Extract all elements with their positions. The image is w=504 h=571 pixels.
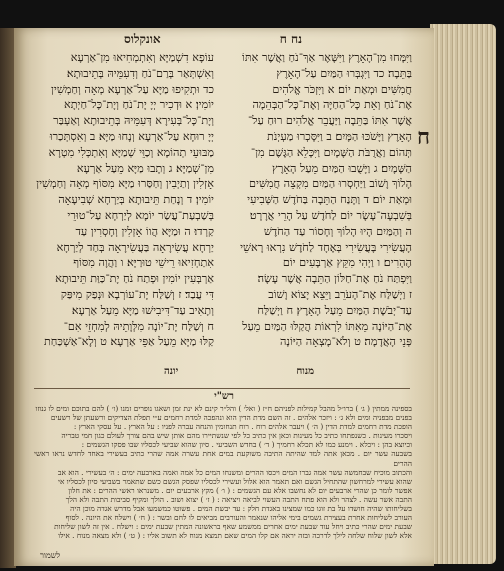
rashi-line: הופכת מדת רחמים למדת הדין ( ה׳ ) ויעבר אלהים רוח . רוח תנחומין והנחה עברה לפניו : על הארץ . על עסקי הארץ : <box>73 422 412 432</box>
hebrew-line: עַד־יְבֹשֶׁת הַמַּיִם מֵעַל הָאָרֶץ׃ ח וַיְשַׁלַּח <box>257 303 412 317</box>
rashi-line: בשבעה עשר יום . מכאן אתה למד שהיתה התיבה משוקעת במים אחת עשרה אמה שהרי כתיב בעשירי באחד לחדש נראו ראשי ההרים <box>34 449 412 468</box>
hebrew-line: הָלוֹךְ וָשׁוֹב וַיַּחְסְרוּ הַמַּיִם מִקְצֵה חֲמִשִּׁים <box>249 177 412 191</box>
rashi-line: בספינה ממתין ( ג׳ ) ברו״ל מהבל קמילות לפניהם ח״ז ( ואל׳ ) והל״ר קינם לא ינת זמן ושאגו נופרים זמנו (ו׳ ) להם בתוכם ומים לו גנוזו <box>35 404 412 413</box>
footer-word-left: יונה <box>164 366 179 377</box>
hebrew-line: וּמְאַת יוֹם׃ ד וַתָּנַח הַתֵּבָה בַּחֹדֶשׁ הַשְּׁבִיעִי <box>247 193 412 207</box>
rashi-commentary <box>34 404 412 554</box>
rashi-heading: רש"י <box>214 391 234 402</box>
hebrew-line: הָעֲשִׂירִי בָּעֲשִׂירִי בְּאֶחָד לַחֹדֶשׁ נִרְאוּ רָאשֵׁי <box>240 240 412 254</box>
catchword: לשמור <box>40 551 61 560</box>
aramaic-line: אָזְלִין וְתַיְבִין וְחַסַּרוּ מַיָּא מִסּוֹף מְאָה וְחַמְשִׁין <box>36 177 214 191</box>
aramaic-line: יוֹמִין׃ ד וְנָחַת תֵּיבוּתָא בְּיַרְחָא שְׁבִיעָאָה <box>58 193 214 207</box>
aramaic-line: עוֹפָא דִשְׁמַיָּא וְאִתְמְחִיאוּ מִן־אַרְעָא <box>70 51 214 64</box>
aramaic-line: כד וּתְקִיפוּ מַיָּא עַל־אַרְעָא מְאָה וְחַמְשִׁין <box>51 82 214 96</box>
aramaic-column <box>26 50 214 388</box>
hebrew-line: אֶת־הַיּוֹנָה מֵאִתּוֹ לִרְאוֹת הֲקַלּוּ הַמַּיִם מֵעַל <box>242 319 412 333</box>
aramaic-line: יְיָ רוּחָא עַל־אַרְעָא וְנָחוּ מַיָּא׃ ב וְאִסְתְּכַרוּ <box>49 129 214 143</box>
hebrew-line: בַּתֵּבָה׃ כד וַיִּגְבְּרוּ הַמַּיִם עַל־הָאָרֶץ <box>276 66 412 80</box>
rashi-line: וכיוצא בהן : ויכלא . וימנע כמו לא תכלא רחמיך ( ד׳ ) בחדש השביעי . סיון שהוא שביעי לכסליו שבו פסקו הגשמים : <box>81 440 412 450</box>
aramaic-line: וְיָת־כָּל־בְּעִירָא דְּעִמֵּיהּ בְּתֵיבוּתָא וְאַעְבַּר <box>53 114 214 128</box>
rashi-line: שהוא עשירי למרחשון שהתחיל הגשם ואם תאמר הוא אלול ועשירי לכסליו שפסק הגשם כשם שתאמר בשביעי סיון לכסליו אי <box>58 476 412 486</box>
main-text <box>26 50 412 388</box>
hebrew-column <box>224 50 412 388</box>
aramaic-line: בְּשַׁבְעַת־עֲשַׂר יוֹמָא לְיַרְחָא עַל־טוּרֵי <box>67 208 214 222</box>
aramaic-line: וְתָאִיב עַד־דִּיבִישׁוּ מַיָּא מֵעַל אַרְעָא׃ <box>71 303 214 317</box>
rashi-line: העורב לשליחות אחרת בעצירת גשמים בימי אליהו שנאמר והעורבים מביאים לו לחם ובשר : ( ח׳ ) וישלח את היונה . לסוף <box>65 513 412 523</box>
page-edges <box>430 24 496 564</box>
hebrew-line: חֲמִשִּׁים וּמְאַת יוֹם׃ א וַיִּזְכֹּר אֱלֹהִים <box>272 82 412 96</box>
hebrew-line: ה וְהַמַּיִם הָיוּ הָלוֹךְ וְחָסוֹר עַד הַחֹדֶשׁ <box>263 224 412 238</box>
hebrew-line: ז וַיְשַׁלַּח אֶת־הָעֹרֵב וַיֵּצֵא יָצוֹא וָשׁוֹב <box>268 287 412 301</box>
rashi-line: בשליחותו שהיה חושדו על בת זוגו כמו שמצינו באגדת חלק : עד יבשת המים . פשוטו כמשמעו אבל מדרש אגדה מוכן היה <box>70 504 412 514</box>
aramaic-line: קַרְדוּ׃ ה וּמַיָּא הֲווֹ אָזְלִין וְחָסְרִין עַד <box>75 224 214 238</box>
aramaic-line: וְאִשְׁתְּאַר בְּרַם־נֹחַ וְדִעִמֵּיהּ בְּתֵיבוּתָא׃ <box>66 66 214 80</box>
rashi-line: והכתוב מוכיח שבחמשה עשר אמה גברו המים ויכסו ההרים ומשנחו המים כל אמה ואמה בארבעה ימים : ה׳ בעשירי . הוא אב <box>57 467 412 477</box>
hebrew-line: אֲשֶׁר אִתּוֹ בַּתֵּבָה וַיַּעֲבֵר אֱלֹהִים רוּחַ עַל־ <box>247 114 412 128</box>
aramaic-line: דִּי עֲבַד׃ ז וְשַׁלַּח יָת־עוֹרְבָא וּנְפַק מִיפַּק <box>60 287 214 301</box>
rashi-line: התבה אשר עשה . לצהר ולא הוא פתח התבה העשוי לביאה ויציאה : ( ז׳ ) יצוא ושוב . הולך ומקיף סביבות התבה ולא הלך <box>65 494 412 504</box>
hebrew-line: תְּהוֹם וַאֲרֻבֹּת הַשָּׁמָיִם וַיִּכָּלֵא הַגֶּשֶׁם מִן־ <box>250 145 412 159</box>
hebrew-line: וַיִּפְתַּח נֹחַ אֶת־חַלּוֹן הַתֵּבָה אֲשֶׁר עָשָׂה׃ <box>257 272 412 286</box>
parsha-title: נח ח <box>279 32 302 46</box>
hebrew-line: הַשָּׁמָיִם׃ ג וַיָּשֻׁבוּ הַמַּיִם מֵעַל הָאָרֶץ <box>272 161 412 175</box>
rashi-line: בפנים מבפניה ומים ולא ג׳ : ויזכר אלהים . זה השם מדת הדין הוא ונהפכה למדת רחמים ע״י תפלת הצדיקים ורשעתן של רשעים <box>50 413 412 423</box>
rashi-line: אפשר לומר כן שהרי ארבעים יום לא נחשבו אלא עם הגשמים : ( ו׳ ) מקץ ארבעים יום . משנראו ראשי ההרים : את חלון <box>68 485 412 495</box>
hebrew-line: אֶת־נֹחַ וְאֵת כָּל־הַחַיָּה וְאֶת־כָּל־הַבְּהֵמָה <box>252 98 412 112</box>
rashi-line: שבעת ימים שהרי כתיב ויחל עוד שבעת ימים אחרים ממשמע שאף בראשונה המתין שבעת ימים : וישלח . אין זה לשון שליחות <box>54 522 412 532</box>
rashi-line: אלא לשון שלוח שלחה לילך לדרכה ובזה יראה אם קלו המים שאם תמצא מנוח לא תשוב אליו : ( ט׳ ) ולא מצאה מנוח . אילו <box>58 531 412 541</box>
aramaic-line: יוֹמִין׃ א וּדְכִיר יְיָ יָת־נֹחַ וְיָת־כָּל־חַיְתָא <box>64 98 214 112</box>
aramaic-line: ח וְשַׁלַּח יָת־יוֹנָה מִלְּוָתֵיהּ לְמִחְזֵי אִם־ <box>63 319 214 333</box>
running-header <box>34 32 412 50</box>
hebrew-line: הָאָרֶץ וַיָּשֹׁכּוּ הַמָּיִם׃ ב וַיִּסָּכְרוּ מַעְיְנֹת <box>266 129 412 143</box>
aramaic-line: אַרְבְּעִין יוֹמִין וּפְתַח נֹחַ יָת־כַּוַּת תֵּיבוּתָא <box>55 272 214 286</box>
aramaic-line: יַרְחָא עֲשִׂירָאָה בַּעֲשִׂירָאָה בְּחַד לְיַרְחָא <box>56 240 214 254</box>
hebrew-line: פְּנֵי הָאֲדָמָה׃ ט וְלֹא־מָצְאָה הַיּוֹנָה <box>279 335 412 349</box>
footer-word-right: מנוח <box>296 366 314 377</box>
commentary-divider <box>34 388 410 389</box>
aramaic-line: מִן־שְׁמַיָּא׃ ג וְתָבוּ מַיָּא מֵעַל אַרְעָא <box>76 161 214 175</box>
hebrew-line: הֶהָרִים׃ ו וַיְהִי מִקֵּץ אַרְבָּעִים יוֹם <box>282 256 412 270</box>
hebrew-line: וַיִּמָּחוּ מִן־הָאָרֶץ וַיִּשָּׁאֶר אַךְ־נֹחַ וַאֲשֶׁר אִתּוֹ <box>242 51 412 64</box>
aramaic-line: מַבּוּעֵי תְהוֹמָא וְכַוֵּי שְׁמַיָּא וְאִתְכְּלִי מִטְרָא <box>48 145 214 159</box>
rashi-line: ויסכרו מעינות . כשנפתחו כתיב כל מעינות וכאן אין כתיב כל לפי שנשתיירו מהם אותן שיש בהם צורך לעולם כגון חמי טבריה <box>61 431 412 441</box>
book-page <box>14 28 434 566</box>
hebrew-line: בְּשִׁבְעָה־עָשָׂר יוֹם לַחֹדֶשׁ עַל הָרֵי אֲרָרָט׃ <box>249 208 412 222</box>
onkelos-title: אונקלוס <box>124 32 161 46</box>
aramaic-line: אִתַחְזִיאוּ רֵישֵׁי טוּרַיָּא׃ ו וַהֲוָה מִסּוֹף <box>73 256 214 270</box>
aramaic-line: קַלּוּ מַיָּא מֵעַל אַפֵּי אַרְעָא׃ ט וְלָא־אַשְׁכַּחַת <box>43 335 214 349</box>
section-letter: ח <box>416 124 430 150</box>
